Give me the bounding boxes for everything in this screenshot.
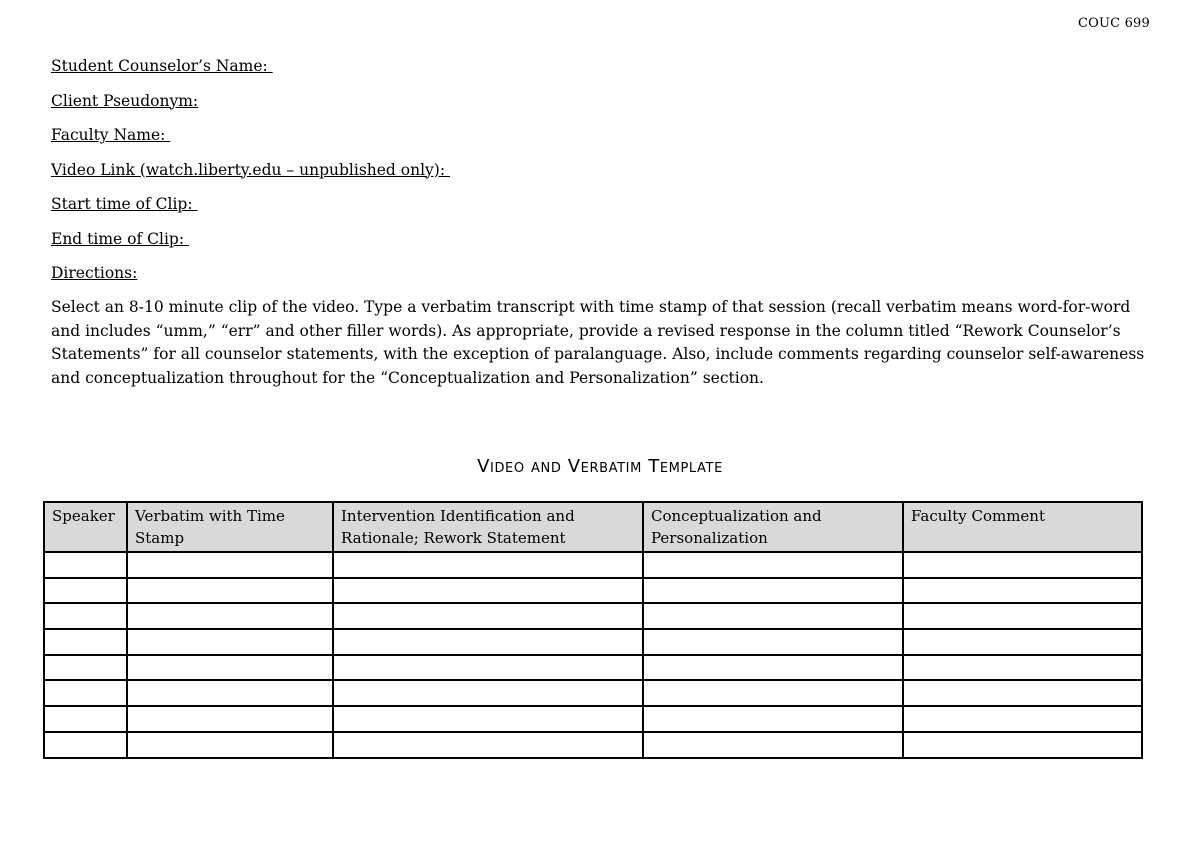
field-label: Client Pseudonym: <box>51 91 199 110</box>
table-cell[interactable] <box>903 552 1142 578</box>
table-cell[interactable] <box>127 552 333 578</box>
table-cell[interactable] <box>643 603 903 629</box>
table-cell[interactable] <box>903 706 1142 732</box>
field-student-counselor-name <box>51 56 1151 91</box>
field-client-pseudonym <box>51 91 1151 126</box>
table-body <box>44 552 1142 758</box>
course-code: COUC 699 <box>1077 16 1150 31</box>
table-cell[interactable] <box>333 680 643 706</box>
table-cell[interactable] <box>643 706 903 732</box>
table-cell[interactable] <box>127 680 333 706</box>
field-video-link <box>51 160 1151 195</box>
table-cell[interactable] <box>333 629 643 655</box>
table-cell[interactable] <box>44 655 127 681</box>
header-conceptualization: Conceptualization and Personalization <box>643 502 903 552</box>
table-cell[interactable] <box>333 552 643 578</box>
table-row <box>44 655 1142 681</box>
table-cell[interactable] <box>44 578 127 604</box>
table-cell[interactable] <box>127 732 333 758</box>
table-row <box>44 680 1142 706</box>
directions-text: Select an 8-10 minute clip of the video. Type a verbatim transcript with time stamp of that session (recall verbatim means word-for-word and includes “umm,” “err” and other filler words). As appropriate, provide a revised response in the column titled “Rework Counselor’s Statements” for all counselor statements, with the exception of paralanguage. Also, include comments regarding counselor self-awareness and conceptualization throughout for the “Conceptualization and Personalization” section. <box>51 298 1145 387</box>
field-start-time <box>51 194 1151 229</box>
table-cell[interactable] <box>44 603 127 629</box>
table-cell[interactable] <box>903 680 1142 706</box>
table-cell[interactable] <box>903 603 1142 629</box>
table-cell[interactable] <box>127 578 333 604</box>
table-cell[interactable] <box>643 680 903 706</box>
table-cell[interactable] <box>44 680 127 706</box>
table-cell[interactable] <box>333 655 643 681</box>
info-fields <box>51 56 1151 298</box>
field-label: Video Link (watch.liberty.edu – unpublished only): <box>51 160 451 179</box>
field-end-time <box>51 229 1151 264</box>
field-label: Student Counselor’s Name: <box>51 57 273 75</box>
table-cell[interactable] <box>643 578 903 604</box>
table-row <box>44 552 1142 578</box>
table-cell[interactable] <box>903 629 1142 655</box>
table-cell[interactable] <box>333 732 643 758</box>
table-row <box>44 732 1142 758</box>
template-title: Video and Verbatim Template <box>477 456 723 477</box>
table-header-row <box>44 502 1142 552</box>
table-cell[interactable] <box>333 578 643 604</box>
table-cell[interactable] <box>643 732 903 758</box>
table-cell[interactable] <box>127 603 333 629</box>
table-row <box>44 603 1142 629</box>
field-label: End time of Clip: <box>51 229 189 248</box>
verbatim-table <box>43 501 1143 759</box>
field-faculty-name <box>51 125 1151 160</box>
table-cell[interactable] <box>127 706 333 732</box>
table-cell[interactable] <box>643 629 903 655</box>
header-verbatim: Verbatim with Time Stamp <box>127 502 333 552</box>
field-label: Directions: <box>51 264 138 282</box>
header-faculty-comment: Faculty Comment <box>903 502 1142 552</box>
table-cell[interactable] <box>333 603 643 629</box>
table-cell[interactable] <box>44 552 127 578</box>
header-speaker: Speaker <box>44 502 127 552</box>
table-cell[interactable] <box>44 706 127 732</box>
table-cell[interactable] <box>127 629 333 655</box>
field-label: Faculty Name: <box>51 126 171 144</box>
table-cell[interactable] <box>903 732 1142 758</box>
table-cell[interactable] <box>903 578 1142 604</box>
table-row <box>44 578 1142 604</box>
table-row <box>44 629 1142 655</box>
table-cell[interactable] <box>333 706 643 732</box>
table-cell[interactable] <box>903 655 1142 681</box>
table-cell[interactable] <box>643 655 903 681</box>
table-cell[interactable] <box>643 552 903 578</box>
table-cell[interactable] <box>44 732 127 758</box>
header-intervention: Intervention Identification and Rationale; Rework Statement <box>333 502 643 552</box>
table-row <box>44 706 1142 732</box>
table-cell[interactable] <box>44 629 127 655</box>
directions-heading <box>51 263 1151 298</box>
field-label: Start time of Clip: <box>51 195 198 213</box>
table-cell[interactable] <box>127 655 333 681</box>
